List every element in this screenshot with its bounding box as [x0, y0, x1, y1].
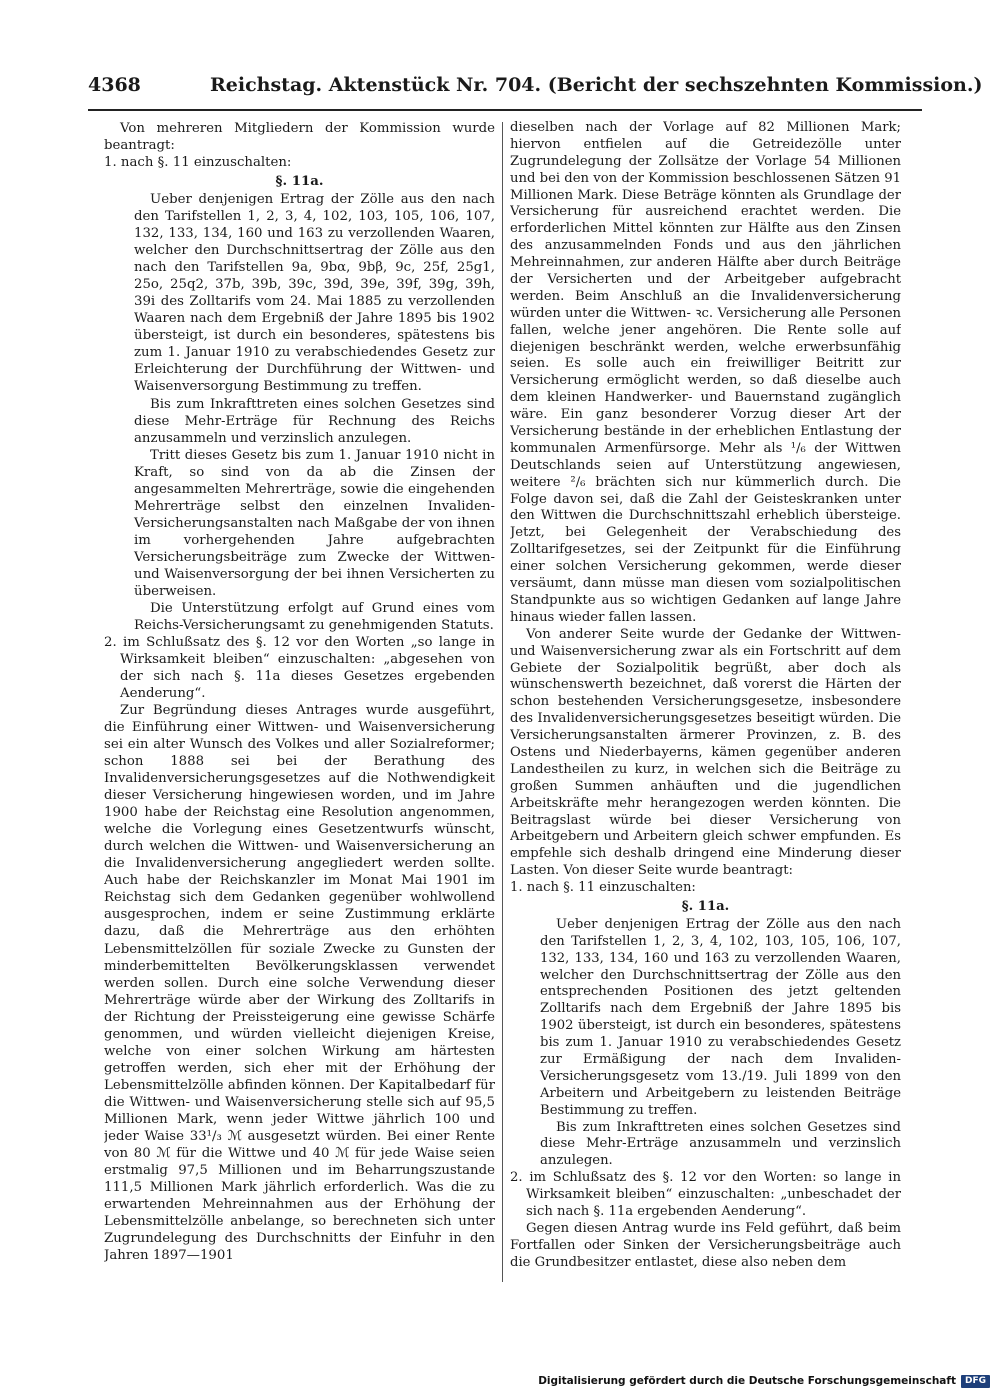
paragraph: Ueber denjenigen Ertrag der Zölle aus den nach den Tarifstellen 1, 2, 3, 4, 102, 103, 105, 106, 107, 132, 133, 134, 160 und 163 zu verzollenden Waaren, welcher den Durchschnittsertrag der Zölle aus den nach den Tarifstellen 9a, 9bα, 9bβ, 9c, 25f, 25g1, 25o, 25q2, 37b, 39b, 39c, 39d, 39e, 39f, 39g, 39h, 39i des Zolltarifs vom 24. Mai 1885 zu verzollenden Waaren nach dem Ergebniß der Jahre 1895 bis 1902 übersteigt, ist durch ein besonderes, spätestens bis zum 1. Januar 1910 zu verabschiedendes Gesetz zur Erleichterung der Durchführung der Wittwen- und Waisenversorgung Bestimmung zu treffen.: [134, 192, 495, 395]
paragraph: Ueber denjenigen Ertrag der Zölle aus den nach den Tarifstellen 1, 2, 3, 4, 102, 103, 105, 106, 107, 132, 133, 134, 160 und 163 zu verzollenden Waaren, welcher den Durchschnittsertrag der Zölle aus den entsprechenden Positionen des jetzt geltenden Zolltarifs nach dem Ergebniß der Jahre 1895 bis 1902 übersteigt, ist durch ein besonderes, spätestens bis zum 1. Januar 1910 zu verabschiedendes Gesetz zur Ermäßigung der nach dem Invaliden-Versicherungsgesetz vom 13./19. Juli 1899 von den Arbeitern und Arbeitgebern zu leistenden Beiträge Bestimmung zu treffen.: [540, 916, 901, 1118]
paragraph: Tritt dieses Gesetz bis zum 1. Januar 1910 nicht in Kraft, so sind von da ab die Zinsen der angesammelten Mehrerträge, sowie die eingehenden Mehrerträge selbst den einzelnen Invaliden-Versicherungsanstalten nach Maßgabe der von ihnen im vorhergehenden Jahre aufgebrachten Versicherungsbeiträge zum Zwecke der Wittwen- und Waisenversorgung der bei ihnen Versicherten zu überweisen.: [134, 447, 495, 599]
page-header: [88, 74, 983, 104]
paragraph: Gegen diesen Antrag wurde ins Feld geführt, daß beim Fortfallen oder Sinken der Versicherungsbeiträge auch die Grundbesitzer entlastet, diese also neben dem: [510, 1220, 901, 1270]
left-column: [104, 120, 495, 1285]
section-heading: §. 11a.: [681, 898, 730, 914]
paragraph: Von mehreren Mitgliedern der Kommission wurde beantragt:: [104, 121, 495, 154]
running-title: Reichstag. Aktenstück Nr. 704. (Bericht der sechszehnten Kommission.): [210, 74, 983, 96]
column-divider: [502, 122, 503, 1282]
paragraph: Bis zum Inkrafttreten eines solchen Gesetzes sind diese Mehr-Erträge anzusammeln und verzinslich anzulegen.: [540, 1119, 901, 1169]
footer-credit: [538, 1373, 990, 1389]
paragraph: 2. im Schlußsatz des §. 12 vor den Worten „so lange in Wirksamkeit bleiben“ einzuschalten: „abgesehen von der sich nach §. 11a dieses Gesetzes ergebenden Aenderung“.: [104, 634, 495, 702]
paragraph: Bis zum Inkrafttreten eines solchen Gesetzes sind diese Mehr-Erträge für Rechnung des Reichs anzusammeln und verzinslich anzulegen.: [134, 396, 495, 446]
section-heading: §. 11a.: [275, 174, 324, 190]
paragraph: 1. nach §. 11 einzuschalten:: [510, 880, 696, 896]
right-column: [510, 120, 901, 1285]
footer-credit-text: Digitalisierung gefördert durch die Deutsche Forschungsgemeinschaft: [538, 1375, 956, 1387]
header-rule: [88, 109, 922, 111]
paragraph: dieselben nach der Vorlage auf 82 Millionen Mark; hiervon entfielen auf die Getreidezölle unter Zugrundelegung der Zollsätze der Vorlage 54 Millionen und bei den von der Kommission beschlossenen Sätzen 91 Millionen Mark. Diese Beträge könnten als Grundlage der Versicherung für ausreichend erachtet werden. Die erforderlichen Mittel könnten zur Hälfte aus den Zinsen des anzusammelnden Fonds und aus den jährlichen Mehreinnahmen, zur anderen Hälfte aber durch Beiträge der Versicherten und der Arbeitgeber aufgebracht werden. Beim Anschluß an die Invalidenversicherung würden unter die Wittwen- ꝛc. Versicherung alle Personen fallen, welche jener angehören. Die Rente solle auf diejenigen beschränkt werden, welche erwerbsunfähig seien. Es solle auch ein freiwilliger Beitritt zur Versicherung ermöglicht werden, so daß dieselbe auch dem kleinen Handwerker- und Bauernstand zugänglich wäre. Ein ganz besonderer Vorzug dieser Art der Versicherung bestände in der erheblichen Entlastung der kommunalen Armenfürsorge. Mehr als ¹/₆ der Wittwen Deutschlands seien auf Unterstützung angewiesen, weitere ²/₆ brächten sich nur kümmerlich durch. Die Folge davon sei, daß die Zahl der Geisteskranken unter den Wittwen die Durchschnittszahl erheblich übersteige. Jetzt, bei Gelegenheit der Verabschiedung des Zolltarifgesetzes, sei der Zeitpunkt für die Einführung einer solchen Versicherung gekommen, werde dieser versäumt, dann müsse man diesen vom sozialpolitischen Standpunkte aus so wichtigen Gedanken auf lange Jahre hinaus wieder fallen lassen.: [510, 120, 901, 625]
dfg-logo: DFG: [961, 1375, 990, 1388]
paragraph: Zur Begründung dieses Antrages wurde ausgeführt, die Einführung einer Wittwen- und Waisenversicherung sei ein alter Wunsch des Volkes und aller Sozialreformer; schon 1888 sei bei der Berathung des Invalidenversicherungsgesetzes auf die Nothwendigkeit dieser Versicherung hingewiesen worden, und im Jahre 1900 habe der Reichstag eine Resolution angenommen, welche die Vorlegung eines Gesetzentwurfs wünscht, durch welchen die Wittwen- und Waisenversicherung an die Invalidenversicherung angegliedert werden sollte. Auch habe der Reichskanzler im Monat Mai 1901 im Reichstag sich dem Gedanken gegenüber wohlwollend ausgesprochen, indem er seine Zustimmung erklärte dazu, daß die Mehrerträge aus den erhöhten Lebensmittelzöllen für soziale Zwecke zu Gunsten der minderbemittelten Bevölkerungsklassen verwendet werden sollen. Durch eine solche Verwendung dieser Mehrerträge würde aber der Wirkung des Zolltarifs in der Richtung der Preissteigerung eine gewisse Schärfe genommen, und würden vielleicht diejenigen Kreise, welche von einer solchen Wirkung am härtesten getroffen werden, sich eher mit der Erhöhung der Lebensmittelzölle abfinden können. Der Kapitalbedarf für die Wittwen- und Waisenversicherung stelle sich auf 95,5 Millionen Mark, wenn jeder Wittwe jährlich 100 und jeder Waise 33¹/₃ ℳ ausgesetzt würden. Bei einer Rente von 80 ℳ für die Wittwe und 40 ℳ für jede Waise seien erstmalig 97,5 Millionen und im Beharrungszustande 111,5 Millionen Mark jährlich erforderlich. Was die zu erwartenden Mehreinnahmen aus der Erhöhung der Lebensmittelzölle anbelange, so berechneten sich unter Zugrundelegung des Durchschnitts der Einfuhr in den Jahren 1897—1901: [104, 703, 495, 1264]
paragraph: 1. nach §. 11 einzuschalten:: [104, 155, 292, 171]
paragraph: 2. im Schlußsatz des §. 12 vor den Worten: so lange in Wirksamkeit bleiben“ einzuschalten: „unbeschadet der sich nach §. 11a ergebenden Aenderung“.: [510, 1170, 901, 1219]
paragraph: Die Unterstützung erfolgt auf Grund eines vom Reichs-Versicherungsamt zu genehmigenden Statuts.: [134, 600, 495, 633]
page-number: 4368: [88, 74, 141, 96]
paragraph: Von anderer Seite wurde der Gedanke der Wittwen- und Waisenversicherung zwar als ein Fortschritt auf dem Gebiete der Sozialpolitik begrüßt, aber doch als wünschenswerth bezeichnet, daß vorerst die Härten der schon bestehenden Versicherungsgesetze, insbesondere des Invalidenversicherungsgesetzes beseitigt würden. Die Versicherungsanstalten ärmerer Provinzen, z. B. des Ostens und Niederbayerns, kämen gegenüber anderen Landestheilen zu kurz, in welchen sich die Beiträge zu großen Summen anhäuften und die jugendlichen Arbeitskräfte mehr herangezogen werden könnten. Die Beitragslast würde bei dieser Versicherung von Arbeitgebern und Arbeitern gleich schwer empfunden. Es empfehle sich deshalb dringend eine Minderung dieser Lasten. Von dieser Seite wurde beantragt:: [510, 626, 901, 879]
